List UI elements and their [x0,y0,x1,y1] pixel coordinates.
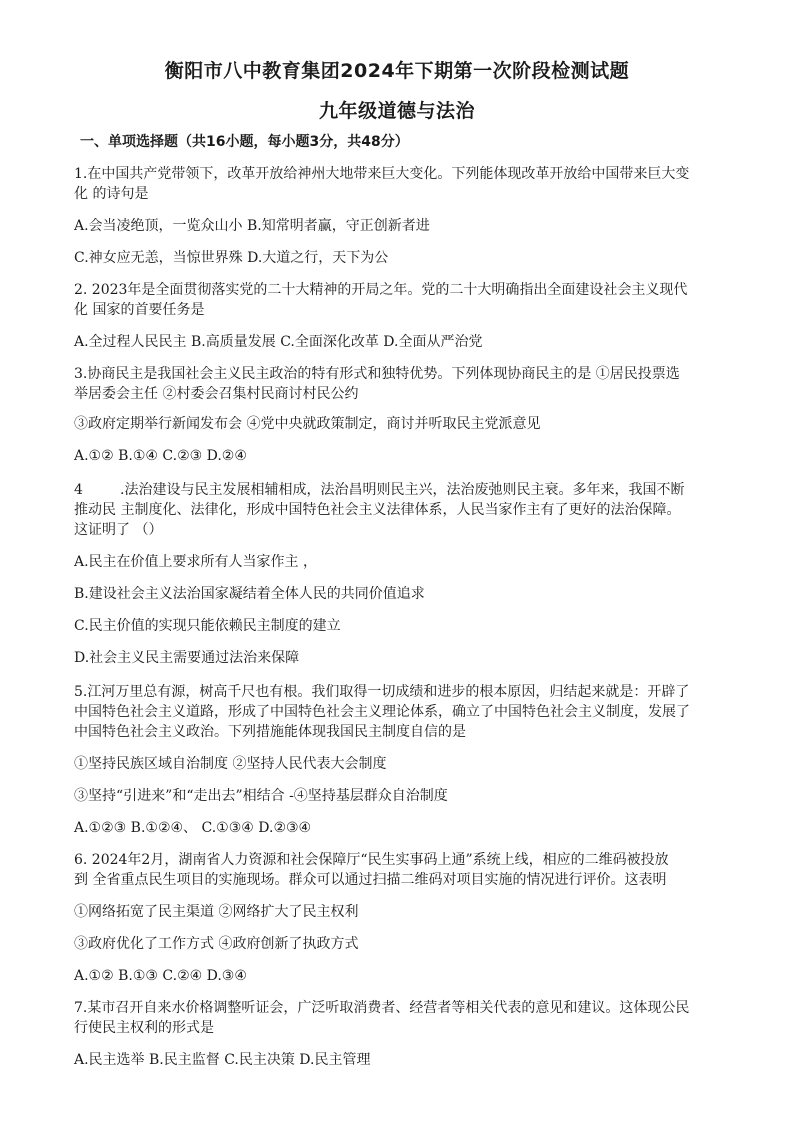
question-5-line-2: 中国特色社会主义道路，形成了中国特色社会主义理论体系，确立了中国特色社会主义制度，发展了 [74,704,690,720]
question-2-line-2: 化 国家的首要任务是 [74,302,205,318]
question-6-items-34: ③政府优化了工作方式 ④政府创新了执政方式 [74,936,359,952]
question-7-line-1: 7.某市召开自来水价格调整听证会，广泛听取消费者、经营者等相关代表的意见和建议。这体现公民 [74,1000,690,1016]
question-4-option-b: B.建设社会主义法治国家凝结着全体人民的共同价值追求 [74,586,425,602]
question-4-option-d: D.社会主义民主需要通过法治来保障 [74,650,300,666]
question-1-line-1: 1.在中国共产党带领下，改革开放给神州大地带来巨大变化。下列能体现改革开放给中国带来巨大变 [74,166,690,182]
question-1-line-2: 化 的诗句是 [74,186,149,202]
question-4-option-a: A.民主在价值上要求所有人当家作主 ， [74,554,318,570]
question-5-items-34: ③坚持“引进来”和“走出去”相结合 -④坚持基层群众自治制度 [74,788,448,804]
question-7-line-2: 行使民主权利的形式是 [74,1020,214,1036]
question-4-number: 4 [74,482,83,498]
question-1-options-cd: C.神女应无恙，当惊世界殊 D.大道之行，天下为公 [74,250,389,266]
question-4-line-2: 推动民 主制度化、法律化，形成中国特色社会主义法律体系，人民当家作主有了更好的法治保障。 [74,502,681,518]
question-5-line-1: 5.江河万里总有源，树高千尺也有根。我们取得一切成绩和进步的根本原因，归结起来就是：开辟了 [74,684,690,700]
question-6-options: A.①② B.①③ C.②④ D.③④ [74,968,247,984]
question-2-line-1: 2. 2023年是全面贯彻落实党的二十大精神的开局之年。党的二十大明确指出全面建设社会主义现代 [74,282,688,298]
question-7-options: A.民主选举 B.民主监督 C.民主决策 D.民主管理 [74,1052,371,1068]
question-4-line-3: 这证明了 （） [74,522,163,538]
question-3-line-2: 举居委会主任 ②村委会召集村民商讨村民公约 [74,386,359,402]
question-5-line-3: 中国特色社会主义政治。下列措施能体现我国民主制度自信的是 [74,724,466,740]
question-6-items-12: ①网络拓宽了民主渠道 ②网络扩大了民主权利 [74,904,359,920]
exam-subtitle: 九年级道德与法治 [318,100,475,122]
section-heading: 一、单项选择题（共16小题，每小题3分，共48分） [80,134,409,150]
question-4-line-1 [74,480,684,500]
exam-title: 衡阳市八中教育集团2024年下期第一次阶段检测试题 [164,60,630,82]
question-3-options: A.①② B.①④ C.②③ D.②④ [74,448,247,464]
question-5-options: A.①②③ B.①②④、 C.①③④ D.②③④ [74,820,312,836]
question-1-options-ab: A.会当凌绝顶，一览众山小 B.知常明者赢，守正创新者进 [74,218,430,234]
question-4-line-1-text: .法治建设与民主发展相辅相成，法治昌明则民主兴，法治废弛则民主衰。多年来，我国不断 [120,482,685,498]
question-3-line-1: 3.协商民主是我国社会主义民主政治的特有形式和独特优势。下列体现协商民主的是 ①居民投票选 [74,366,680,382]
question-6-line-1: 6. 2024年2月，湖南省人力资源和社会保障厅“民生实事码上通”系统上线，相应的二维码被投放 [74,852,669,868]
question-6-line-2: 到 全省重点民生项目的实施现场。群众可以通过扫描二维码对项目实施的情况进行评价。这表明 [74,872,667,888]
question-2-options: A.全过程人民民主 B.高质量发展 C.全面深化改革 D.全面从严治党 [74,334,483,350]
question-5-items-12: ①坚持民族区域自治制度 ②坚持人民代表大会制度 [74,756,387,772]
question-4-option-c: C.民主价值的实现只能依赖民主制度的建立 [74,618,341,634]
question-3-line-3: ③政府定期举行新闻发布会 ④党中央就政策制定，商讨并听取民主党派意见 [74,416,541,432]
